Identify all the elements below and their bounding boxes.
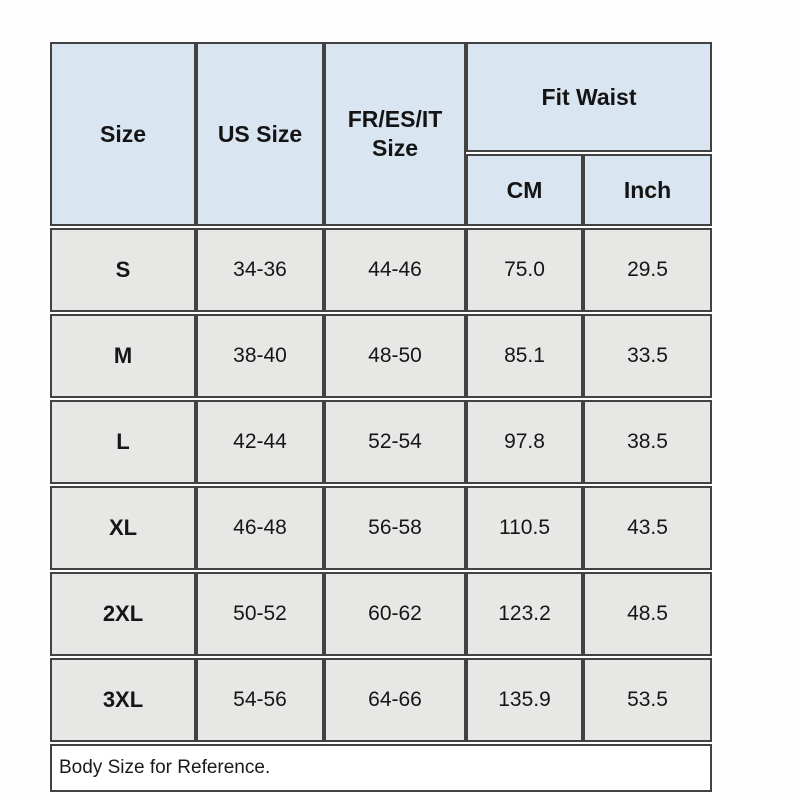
size-chart	[50, 40, 712, 794]
cell-waist-cm: 110.5	[466, 486, 583, 570]
cell-waist-inch: 53.5	[583, 658, 712, 742]
cell-us-size: 42-44	[196, 400, 324, 484]
cell-waist-inch: 48.5	[583, 572, 712, 656]
header-cm: CM	[466, 154, 583, 226]
header-fit-waist: Fit Waist	[466, 42, 712, 152]
cell-size: 3XL	[50, 658, 196, 742]
cell-fr-es-it-size: 64-66	[324, 658, 466, 742]
cell-fr-es-it-size: 44-46	[324, 228, 466, 312]
table-row-s	[50, 228, 712, 312]
cell-fr-es-it-size: 56-58	[324, 486, 466, 570]
cell-waist-cm: 85.1	[466, 314, 583, 398]
table-row-3xl	[50, 658, 712, 742]
size-chart-table	[50, 40, 712, 794]
footer-row	[50, 744, 712, 792]
table-row-m	[50, 314, 712, 398]
cell-us-size: 50-52	[196, 572, 324, 656]
cell-size: 2XL	[50, 572, 196, 656]
cell-waist-inch: 29.5	[583, 228, 712, 312]
cell-waist-cm: 97.8	[466, 400, 583, 484]
cell-waist-inch: 38.5	[583, 400, 712, 484]
cell-fr-es-it-size: 60-62	[324, 572, 466, 656]
cell-size: L	[50, 400, 196, 484]
cell-us-size: 46-48	[196, 486, 324, 570]
cell-waist-cm: 135.9	[466, 658, 583, 742]
cell-waist-inch: 43.5	[583, 486, 712, 570]
cell-size: S	[50, 228, 196, 312]
footer-note: Body Size for Reference.	[50, 744, 712, 792]
table-row-2xl	[50, 572, 712, 656]
cell-us-size: 54-56	[196, 658, 324, 742]
header-fr-es-it-size: FR/ES/IT Size	[324, 42, 466, 226]
cell-fr-es-it-size: 48-50	[324, 314, 466, 398]
cell-fr-es-it-size: 52-54	[324, 400, 466, 484]
cell-waist-cm: 123.2	[466, 572, 583, 656]
header-inch: Inch	[583, 154, 712, 226]
cell-size: XL	[50, 486, 196, 570]
header-us-size: US Size	[196, 42, 324, 226]
cell-waist-inch: 33.5	[583, 314, 712, 398]
cell-size: M	[50, 314, 196, 398]
header-size: Size	[50, 42, 196, 226]
header-row-top	[50, 42, 712, 152]
cell-us-size: 34-36	[196, 228, 324, 312]
table-row-xl	[50, 486, 712, 570]
cell-waist-cm: 75.0	[466, 228, 583, 312]
cell-us-size: 38-40	[196, 314, 324, 398]
table-row-l	[50, 400, 712, 484]
